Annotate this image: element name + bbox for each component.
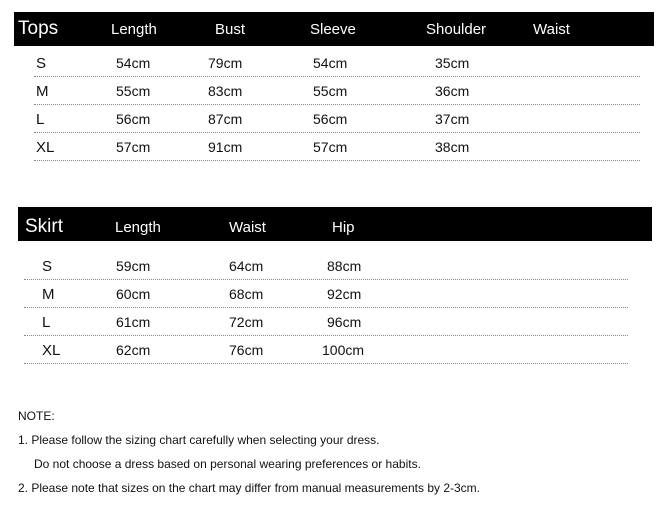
table-row (34, 104, 640, 133)
size-label: L (42, 314, 51, 331)
bust-value: 91cm (208, 139, 243, 155)
table-row (34, 132, 640, 161)
size-label: L (36, 111, 45, 128)
sleeve-value: 54cm (313, 55, 348, 71)
waist-value: 68cm (229, 286, 264, 302)
size-label: S (42, 258, 53, 275)
size-label: S (36, 55, 47, 72)
sleeve-value: 55cm (313, 83, 348, 99)
table-row (24, 251, 628, 280)
tops-col-shoulder: Shoulder (426, 21, 487, 38)
shoulder-value: 38cm (435, 139, 470, 155)
skirt-col-waist: Waist (229, 219, 266, 236)
bust-value: 83cm (208, 83, 243, 99)
table-row (24, 335, 628, 364)
skirt-header-bar (18, 207, 652, 241)
tops-col-sleeve: Sleeve (310, 21, 356, 38)
sleeve-value: 57cm (313, 139, 348, 155)
skirt-col-length: Length (115, 219, 161, 236)
size-label: XL (36, 139, 55, 156)
size-label: XL (42, 342, 61, 359)
table-row (34, 48, 640, 77)
size-label: M (42, 286, 55, 303)
length-value: 55cm (116, 83, 151, 99)
hip-value: 96cm (327, 314, 362, 330)
length-value: 56cm (116, 111, 151, 127)
length-value: 60cm (116, 286, 151, 302)
length-value: 59cm (116, 258, 151, 274)
table-row (34, 76, 640, 105)
tops-col-length: Length (111, 21, 157, 38)
size-label: M (36, 83, 49, 100)
bust-value: 87cm (208, 111, 243, 127)
shoulder-value: 35cm (435, 55, 470, 71)
note-line-2: 2. Please note that sizes on the chart may differ from manual measurements by 2-3cm. (18, 481, 480, 495)
table-row (24, 279, 628, 308)
skirt-title: Skirt (25, 216, 63, 237)
notes-heading: NOTE: (18, 409, 55, 423)
hip-value: 88cm (327, 258, 362, 274)
tops-col-bust: Bust (215, 21, 246, 38)
shoulder-value: 37cm (435, 111, 470, 127)
waist-value: 64cm (229, 258, 264, 274)
skirt-col-hip: Hip (332, 219, 355, 236)
tops-col-waist: Waist (533, 21, 570, 38)
length-value: 62cm (116, 342, 151, 358)
hip-value: 92cm (327, 286, 362, 302)
length-value: 57cm (116, 139, 151, 155)
table-row (24, 307, 628, 336)
note-line-1-continued: Do not choose a dress based on personal wearing preferences or habits. (34, 457, 421, 471)
length-value: 61cm (116, 314, 151, 330)
bust-value: 79cm (208, 55, 243, 71)
tops-header-bar (14, 12, 654, 46)
sleeve-value: 56cm (313, 111, 348, 127)
note-line-1: 1. Please follow the sizing chart carefully when selecting your dress. (18, 433, 380, 447)
length-value: 54cm (116, 55, 151, 71)
shoulder-value: 36cm (435, 83, 470, 99)
tops-title: Tops (18, 18, 59, 39)
waist-value: 76cm (229, 342, 264, 358)
waist-value: 72cm (229, 314, 264, 330)
hip-value: 100cm (322, 342, 365, 358)
